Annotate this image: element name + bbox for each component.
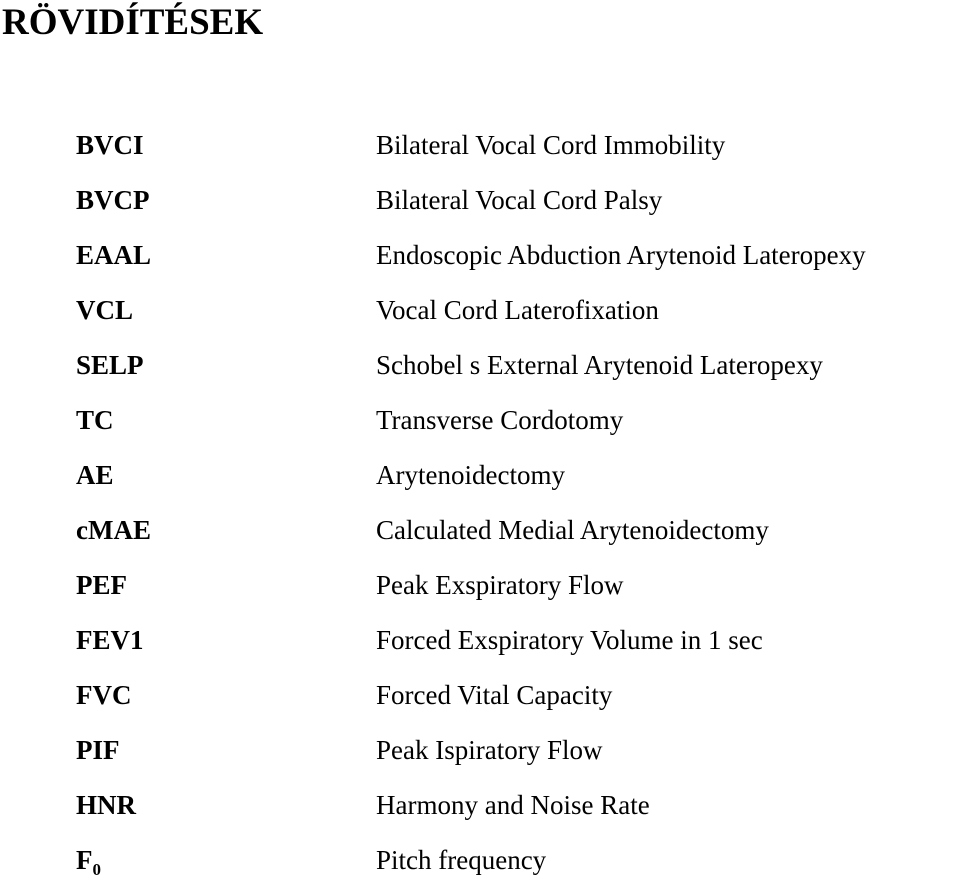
- abbreviation-definition: Calculated Medial Arytenoidectomy: [376, 515, 769, 545]
- abbreviation-definition: Harmony and Noise Rate: [376, 790, 650, 820]
- abbreviation-row: [0, 503, 960, 558]
- abbreviation-term-subscript: 0: [92, 860, 101, 879]
- abbreviation-term: [76, 833, 101, 891]
- abbreviation-definition: Bilateral Vocal Cord Palsy: [376, 185, 663, 215]
- abbreviation-term: FVC: [76, 680, 132, 710]
- abbreviation-row: [0, 283, 960, 338]
- page-title: RÖVIDÍTÉSEK: [2, 2, 264, 43]
- abbreviation-row: [0, 448, 960, 503]
- abbreviation-term: EAAL: [76, 240, 152, 270]
- abbreviation-row: [0, 338, 960, 393]
- abbreviation-row: [0, 723, 960, 778]
- abbreviation-term: FEV1: [76, 625, 144, 655]
- abbreviation-row: [0, 558, 960, 613]
- abbreviation-definition: Endoscopic Abduction Arytenoid Lateropexy: [376, 240, 866, 270]
- abbreviation-row: [0, 668, 960, 723]
- abbreviation-row: [0, 393, 960, 448]
- abbreviation-term: SELP: [76, 350, 144, 380]
- abbreviation-term: HNR: [76, 790, 136, 820]
- abbreviation-definition: Schobel s External Arytenoid Lateropexy: [376, 350, 823, 380]
- abbreviation-term-base: F: [76, 845, 93, 875]
- abbreviation-row: [0, 833, 960, 888]
- abbreviation-term: TC: [76, 405, 114, 435]
- abbreviation-term: PEF: [76, 570, 127, 600]
- abbreviation-row: [0, 173, 960, 228]
- abbreviation-definition: Pitch frequency: [376, 845, 547, 875]
- abbreviation-term: PIF: [76, 735, 120, 765]
- abbreviation-row: [0, 228, 960, 283]
- abbreviation-definition: Arytenoidectomy: [376, 460, 565, 490]
- abbreviation-definition: Forced Exspiratory Volume in 1 sec: [376, 625, 763, 655]
- abbreviation-definition: Vocal Cord Laterofixation: [376, 295, 659, 325]
- abbreviation-term: BVCI: [76, 130, 144, 160]
- abbreviation-term: AE: [76, 460, 114, 490]
- abbreviation-definition: Peak Exspiratory Flow: [376, 570, 624, 600]
- abbreviation-list: [0, 118, 960, 888]
- abbreviation-term: BVCP: [76, 185, 150, 215]
- abbreviation-definition: Forced Vital Capacity: [376, 680, 613, 710]
- abbreviation-row: [0, 613, 960, 668]
- abbreviation-row: [0, 118, 960, 173]
- abbreviation-term: VCL: [76, 295, 134, 325]
- abbreviation-definition: Peak Ispiratory Flow: [376, 735, 603, 765]
- abbreviation-definition: Bilateral Vocal Cord Immobility: [376, 130, 726, 160]
- abbreviation-definition: Transverse Cordotomy: [376, 405, 624, 435]
- abbreviation-row: [0, 778, 960, 833]
- abbreviation-term: cMAE: [76, 515, 151, 545]
